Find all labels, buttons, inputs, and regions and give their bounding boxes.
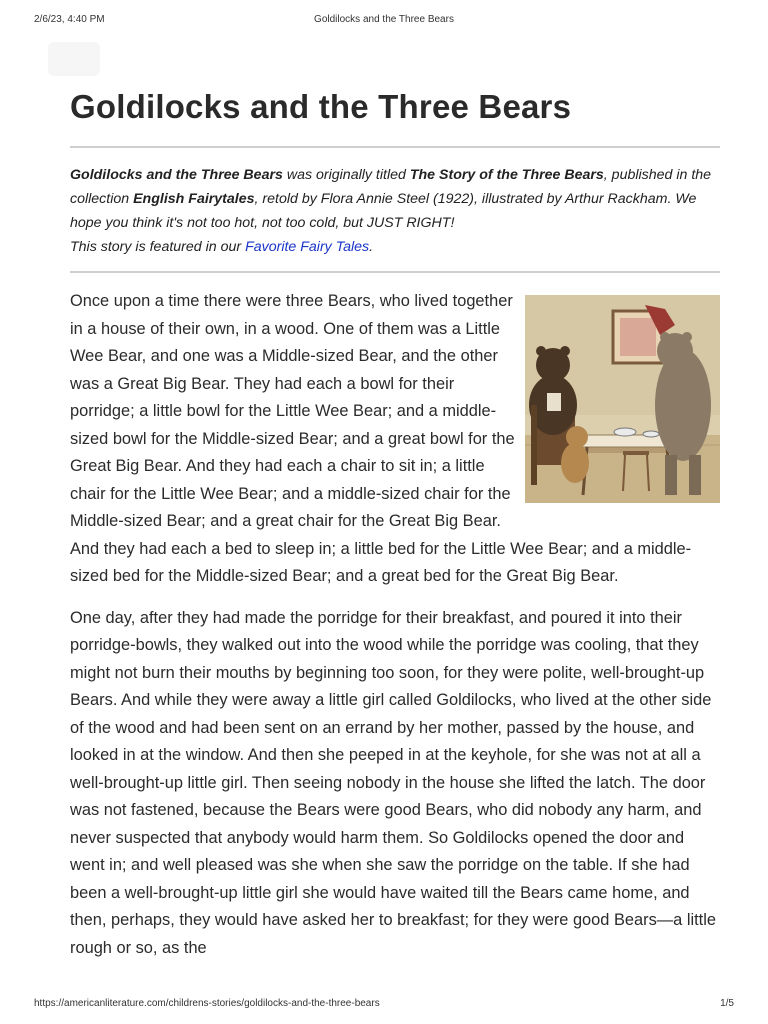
print-footer (34, 998, 734, 1012)
featured-suffix: . (369, 239, 374, 255)
story-body (70, 288, 722, 976)
print-doc-title: Goldilocks and the Three Bears (314, 14, 454, 25)
print-datetime: 2/6/23, 4:40 PM (34, 14, 105, 25)
favorite-fairy-tales-link[interactable]: Favorite Fairy Tales (245, 239, 370, 255)
divider (70, 146, 720, 148)
intro-collection: English Fairytales (133, 191, 255, 207)
illustration-spacer (518, 288, 722, 526)
story-paragraph: Once upon a time there were three Bears, who lived together in a house of their own, in a wood. One of them was a Little Wee Bear, and one was a Middle-sized Bear, and the other was a Great Big Bear. They had each a bowl for their porridge; a little bowl for the Little Wee Bear; and a middle-sized bowl for the Middle-sized Bear; and a great bowl for the Great Big Bear. And they had each a chair to sit in; a little chair for the Little Wee Bear; and a middle-sized chair for the Middle-sized Bear; and a great chair for the Great Big Bear. And they had each a bed to sleep in; a little bed for the Little Wee Bear; and a middle-sized bed for the Middle-sized Bear; and a great bed for the Great Big Bear. (70, 292, 692, 585)
divider (70, 271, 720, 273)
featured-prefix: This story is featured in our (70, 239, 246, 255)
intro-text-1: was originally titled (282, 167, 410, 183)
print-url: https://americanliterature.com/childrens-stories/goldilocks-and-the-three-bears (34, 998, 380, 1009)
intro-work-title: Goldilocks and the Three Bears (70, 167, 283, 183)
intro-text-3: , retold by Flora Annie Steel (1922), illustrated by Arthur Rackham. We hope you think it's not too hot, not too cold, but JUST RIGHT! (70, 191, 697, 231)
print-header (34, 14, 734, 28)
story-intro (70, 163, 725, 259)
page-title: Goldilocks and the Three Bears (70, 88, 572, 125)
site-logo-placeholder (48, 42, 100, 76)
story-paragraph: One day, after they had made the porridge for their breakfast, and poured it into their porridge-bowls, they walked out into the wood while the porridge was cooling, that they might not burn their mouths by beginning too soon, for they were polite, well-brought-up Bears. And while they were away a little girl called Goldilocks, who lived at the other side of the wood and had been sent on an errand by her mother, passed by the house, and looked in at the window. And then she peeped in at the keyhole, for she was not at all a well-brought-up little girl. Then seeing nobody in the house she lifted the latch. The door was not fastened, because the Bears were good Bears, who did nobody any harm, and never suspected that anybody would harm them. So Goldilocks opened the door and went in; and well pleased was she when she saw the porridge on the table. If she had been a well-brought-up little girl she would have waited till the Bears came home, and then, perhaps, they would have asked her to breakfast; for they were good Bears—a little rough or so, as the (70, 608, 716, 957)
intro-text-2: , published in the collection (70, 167, 712, 207)
page-number: 1/5 (720, 998, 734, 1009)
intro-original-title: The Story of the Three Bears (409, 167, 604, 183)
